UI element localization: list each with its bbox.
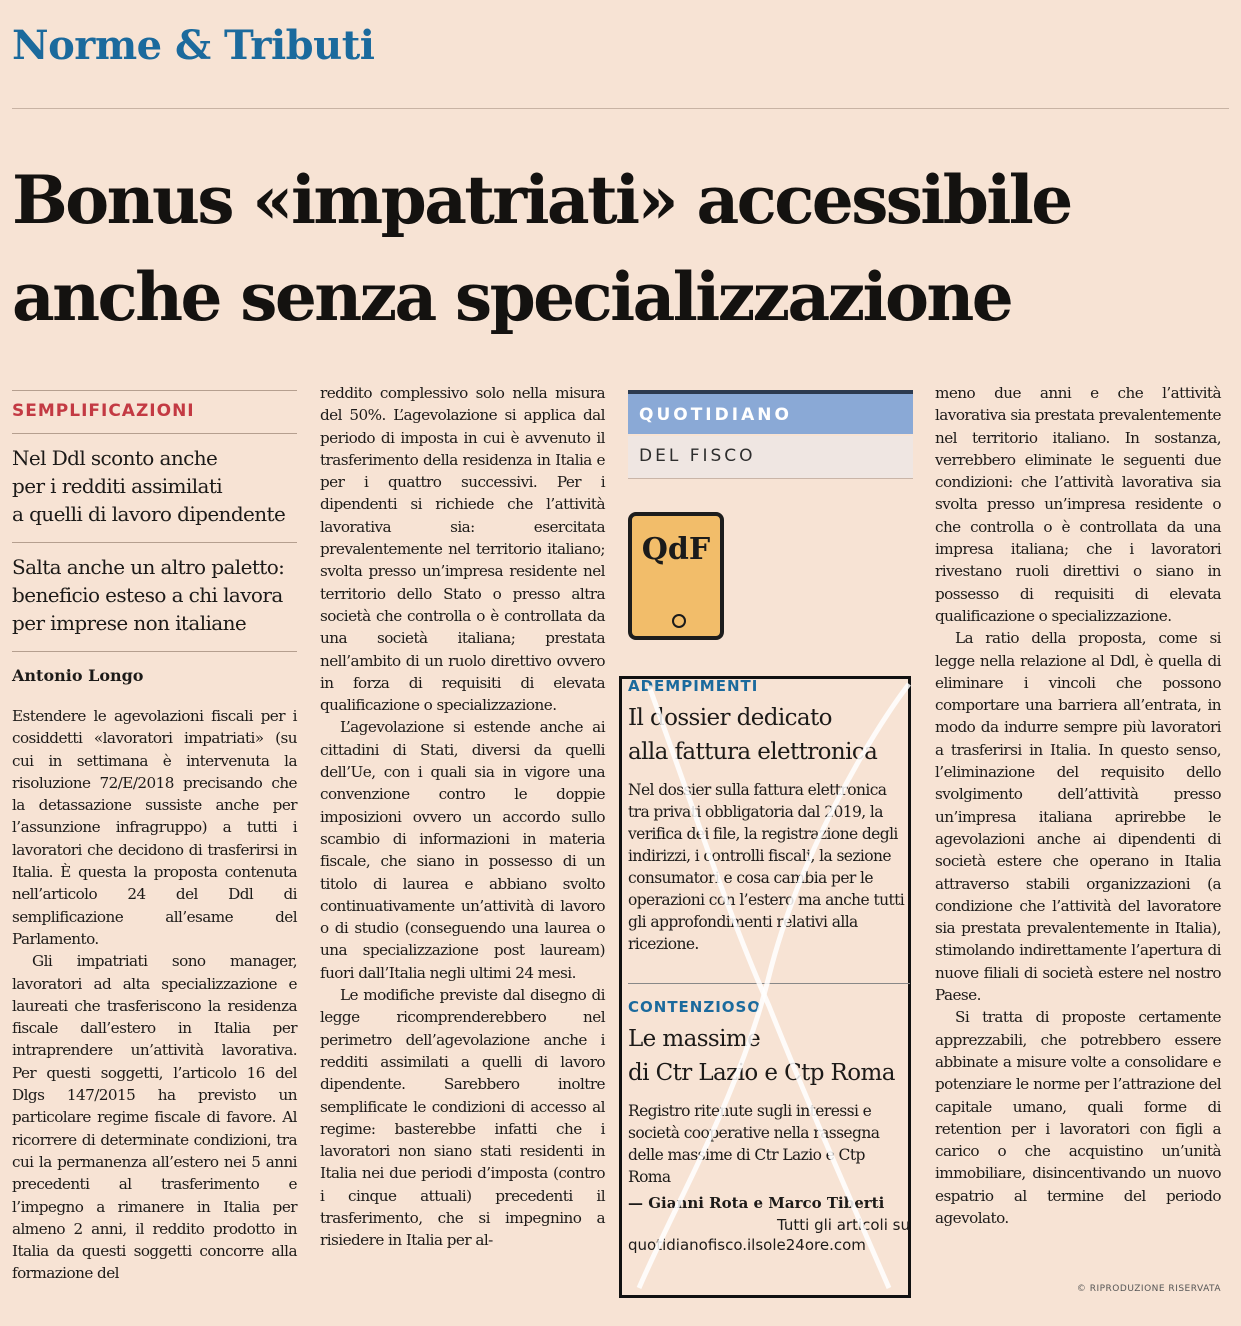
- sidebar-item2-body: Registro ritenute sugli interessi e società cooperative nella rassegna delle massime di Ctr Lazio e Ctp Roma: [628, 1102, 880, 1186]
- sidebar-item2-author: — Gianni Rota e Marco Tiberti: [628, 1194, 885, 1212]
- paragraph: Gli impatriati sono manager, lavoratori ad alta specializzazione e laureati che trasferiscono la residenza fiscale dall’estero in Italia per intraprendere un’attività lavorativa. Per questi soggetti, l’articolo 16 del Dlgs 147/2015 ha previsto un particolare regime fiscale di favore. Al ricorrere di determinate condizioni, tra cui la permanenza all’estero nei 5 anni precedenti al trasferimento e l’impegno a rimanere in Italia per almeno 2 anni, il reddito prodotto in Italia da questi soggetti concorre alla formazione del: [12, 952, 297, 1283]
- title-line: alla fattura elettronica: [628, 739, 878, 765]
- sidebar-more-text: Tutti gli articoli su: [777, 1216, 910, 1234]
- divider: [12, 651, 297, 652]
- divider: [12, 433, 297, 434]
- sidebar-url-link[interactable]: quotidianofisco.ilsole24ore.com: [628, 1236, 866, 1254]
- subhead-1-line: per i redditi assimilati: [12, 474, 223, 498]
- divider: [12, 390, 297, 391]
- paragraph: reddito complessivo solo nella misura del 50%. L’agevolazione si applica dal periodo di imposta in cui è avvenuto il trasferimento della residenza in Italia e per i quattro successivi. Per i dipendenti si richiede che l’attività lavorativa sia: esercitata prevalentemente nel territorio italiano; svolta presso un’impresa residente nel territorio dello Stato o presso altra società che controlla o è controllata da una società italiana; prestata nell’ambito di un ruolo direttivo ovvero in forza di requisiti di elevata qualificazione o specializzazione.: [320, 384, 605, 715]
- headline: [12, 152, 1237, 346]
- subhead-1: [12, 444, 297, 528]
- article-body-col4: [935, 382, 1221, 1229]
- divider: [628, 983, 910, 984]
- quotidiano-band: [628, 390, 913, 434]
- paragraph: Estendere le agevolazioni fiscali per i cosiddetti «lavoratori impatriati» (su cui in settimana è intervenuta la risoluzione 72/E/2018 precisando che la detassazione sussiste anche per l’assunzione infragruppo) a tutti i lavoratori che decidono di trasferirsi in Italia. È questa la proposta contenuta nell’articolo 24 del Ddl di semplificazione all’esame del Parlamento.: [12, 707, 297, 948]
- qdf-logo: QdF: [641, 532, 711, 567]
- quotidiano-label: QUOTIDIANO: [639, 405, 792, 425]
- del-fisco-band: [628, 436, 913, 479]
- paragraph: Le modifiche previste dal disegno di legge ricomprenderebbero nel perimetro dell’agevolazione anche i redditi assimilati a quelli di lavoro dipendente. Sarebbero inoltre semplificate le condizioni di accesso al regime: basterebbe infatti che i lavoratori non siano stati residenti in Italia nei due periodi d’imposta (contro i cinque attuali) precedenti il trasferimento, che si impegnino a risiedere in Italia per al-: [320, 986, 605, 1250]
- title-line: Le massime: [628, 1026, 761, 1052]
- kicker-semplificazioni: SEMPLIFICAZIONI: [12, 401, 195, 421]
- headline-line-2: anche senza specializzazione: [12, 258, 1012, 336]
- subhead-1-line: Nel Ddl sconto anche: [12, 446, 218, 470]
- subhead-2-line: Salta anche un altro paletto:: [12, 555, 285, 579]
- divider: [12, 542, 297, 543]
- section-title: Norme & Tributi: [12, 22, 375, 69]
- article-body-col2: [320, 382, 605, 1252]
- headline-line-1: Bonus «impatriati» accessibile: [12, 161, 1071, 239]
- sidebar-item1-body: Nel dossier sulla fattura elettronica tra privati obbligatoria dal 2019, la verifica dei file, la registrazione degli indirizzi, i controlli fiscali, la sezione consumatori e cosa cambia per le operazioni con l’estero ma anche tutti gli approfondimenti relativi alla ricezione.: [628, 781, 905, 953]
- paragraph: L’agevolazione si estende anche ai cittadini di Stati, diversi da quelli dell’Ue, con i quali sia in vigore una convenzione contro le doppie imposizioni ovvero un accordo sullo scambio di informazioni in materia fiscale, che siano in possesso di un titolo di laurea e abbiano svolto continuativamente un’attività di lavoro o di studio (conseguendo una laurea o una specializzazione post lauream) fuori dall’Italia negli ultimi 24 mesi.: [320, 718, 605, 982]
- subhead-1-line: a quelli di lavoro dipendente: [12, 502, 286, 526]
- del-fisco-label: DEL FISCO: [639, 446, 756, 466]
- column-1: [12, 390, 297, 1285]
- paragraph: La ratio della proposta, come si legge nella relazione al Ddl, è quella di eliminare i vincoli che possono comportare una barriera all’entrata, in modo da indurre sempre più lavoratori a trasferirsi in Italia. In questo senso, l’eliminazione del requisito dello svolgimento dell’attività presso un’impresa italiana aprirebbe le agevolazioni anche ai dipendenti di società estere che operano in Italia attraverso stabili organizzazioni (a condizione che l’attività del lavoratore sia prestata prevalentemente in Italia), stimolando indirettamente l’apertura di nuove filiali di società estere nel nostro Paese.: [935, 629, 1221, 1005]
- top-rule: [12, 108, 1229, 109]
- article-body-col1: [12, 705, 297, 1285]
- paragraph: meno due anni e che l’attività lavorativa sia prestata prevalentemente nel territorio italiano. In sostanza, verrebbero eliminate le seguenti due condizioni: che l’attività lavorativa sia svolta presso un’impresa residente o che controlla o è controllata da una impresa italiana; che i lavoratori rivestano ruoli direttivi o siano in possesso di requisiti di elevata qualificazione o specializzazione.: [935, 384, 1221, 625]
- subhead-2-line: beneficio esteso a chi lavora: [12, 583, 283, 607]
- kicker-contenzioso: CONTENZIOSO: [628, 998, 762, 1016]
- subhead-2: [12, 553, 297, 637]
- subhead-2-line: per imprese non italiane: [12, 611, 247, 635]
- tablet-home-button-icon: [672, 614, 686, 628]
- paragraph: Si tratta di proposte certamente apprezzabili, che potrebbero essere abbinate a misure volte a consolidare e potenziare le norme per l’attrazione del capitale umano, quali forme di retention per i lavoratori con figli a carico o che acquistino un’unità immobiliare, disincentivando un nuovo espatrio al termine del periodo agevolato.: [935, 1008, 1221, 1227]
- kicker-adempimenti: ADEMPIMENTI: [628, 677, 759, 695]
- copyright-notice: © RIPRODUZIONE RISERVATA: [1076, 1284, 1221, 1294]
- sidebar-item1-title: [628, 701, 910, 769]
- sidebar-box: [628, 677, 910, 1295]
- tablet-icon: [628, 512, 724, 640]
- title-line: Il dossier dedicato: [628, 705, 832, 731]
- title-line: di Ctr Lazio e Ctp Roma: [628, 1060, 895, 1086]
- sidebar-item2-title: [628, 1022, 910, 1090]
- author-byline: Antonio Longo: [12, 666, 144, 685]
